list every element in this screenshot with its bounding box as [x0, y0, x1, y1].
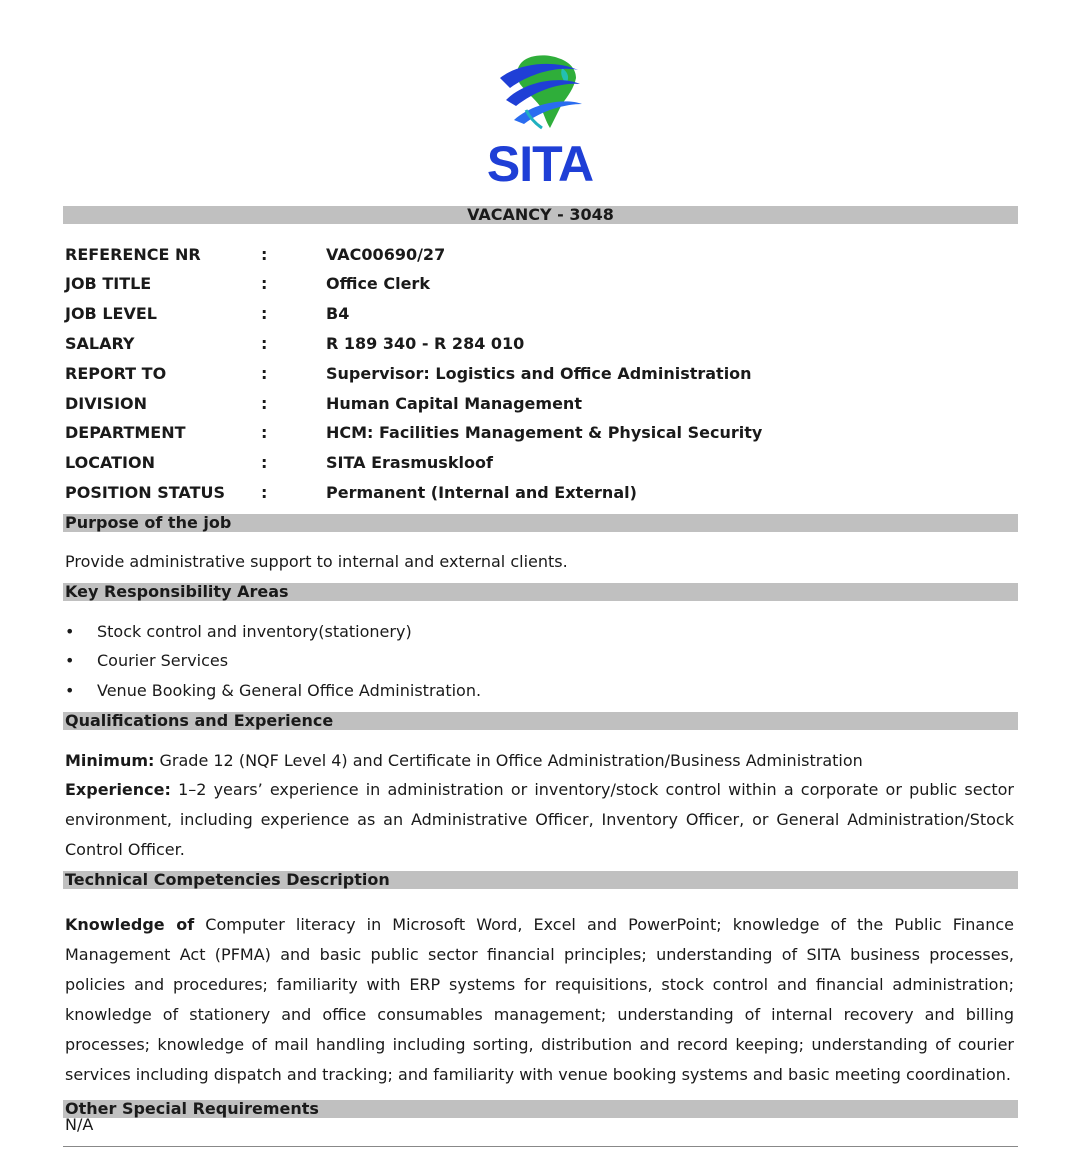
list-item-text: Courier Services	[97, 651, 229, 670]
detail-value: Permanent (Internal and External)	[326, 483, 637, 502]
minimum-paragraph	[65, 746, 1014, 776]
list-item-text: Stock control and inventory(stationery)	[97, 622, 412, 641]
detail-colon: :	[261, 453, 268, 472]
detail-colon: :	[261, 304, 268, 323]
detail-value: HCM: Facilities Management & Physical Security	[326, 423, 763, 442]
minimum-label: Minimum:	[65, 751, 155, 770]
special-requirements-heading: Other Special Requirements	[63, 1100, 1018, 1118]
detail-colon: :	[261, 334, 268, 353]
detail-colon: :	[261, 364, 268, 383]
bullet-icon: •	[65, 681, 75, 700]
experience-text: 1–2 years’ experience in administration or inventory/stock control within a corporate or public sector environment, including experience as an Administrative Officer, Inventory Officer, or General Administration/Stock Control Officer.	[65, 780, 1014, 859]
detail-value: VAC00690/27	[326, 245, 446, 264]
detail-value: Supervisor: Logistics and Office Administration	[326, 364, 752, 383]
technical-heading: Technical Competencies Description	[63, 871, 1018, 889]
detail-label: SALARY	[65, 334, 135, 353]
detail-value: R 189 340 - R 284 010	[326, 334, 525, 353]
experience-paragraph	[65, 775, 1014, 865]
detail-value: Office Clerk	[326, 274, 430, 293]
minimum-text: Grade 12 (NQF Level 4) and Certificate in Office Administration/Business Administration	[154, 751, 863, 770]
detail-label: DEPARTMENT	[65, 423, 186, 442]
detail-label: JOB LEVEL	[65, 304, 157, 323]
detail-colon: :	[261, 274, 268, 293]
bullet-icon: •	[65, 651, 75, 670]
sita-logo	[470, 48, 610, 193]
detail-value: Human Capital Management	[326, 394, 582, 413]
purpose-text: Provide administrative support to internal and external clients.	[65, 552, 568, 571]
knowledge-text: Computer literacy in Microsoft Word, Excel and PowerPoint; knowledge of the Public Finance Management Act (PFMA) and basic public sector financial principles; understanding of SITA business processes, policies and procedures; familiarity with ERP systems for requisitions, stock control and financial administration; knowledge of stationery and office consumables management; understanding of internal recovery and billing processes; knowledge of mail handling including sorting, distribution and record keeping; understanding of courier services including dispatch and tracking; and familiarity with venue booking systems and basic meeting coordination.	[65, 915, 1014, 1084]
responsibilities-heading: Key Responsibility Areas	[63, 583, 1018, 601]
qualifications-heading: Qualifications and Experience	[63, 712, 1018, 730]
purpose-heading: Purpose of the job	[63, 514, 1018, 532]
experience-label: Experience:	[65, 780, 171, 799]
detail-colon: :	[261, 483, 268, 502]
sita-africa-logo-icon	[470, 48, 610, 138]
special-requirements-text: N/A	[65, 1115, 94, 1134]
detail-colon: :	[261, 423, 268, 442]
detail-label: JOB TITLE	[65, 274, 152, 293]
detail-value: SITA Erasmuskloof	[326, 453, 493, 472]
bullet-icon: •	[65, 622, 75, 641]
detail-label: DIVISION	[65, 394, 148, 413]
detail-label: REPORT TO	[65, 364, 167, 383]
detail-label: REFERENCE NR	[65, 245, 201, 264]
knowledge-label: Knowledge of	[65, 915, 195, 934]
detail-value: B4	[326, 304, 350, 323]
detail-label: LOCATION	[65, 453, 155, 472]
detail-label: POSITION STATUS	[65, 483, 225, 502]
sita-logo-text: SITA	[486, 136, 594, 192]
bottom-divider	[63, 1146, 1018, 1147]
detail-colon: :	[261, 394, 268, 413]
vacancy-title-bar: VACANCY - 3048	[63, 206, 1018, 224]
list-item-text: Venue Booking & General Office Administration.	[97, 681, 482, 700]
knowledge-paragraph	[65, 910, 1014, 1090]
detail-colon: :	[261, 245, 268, 264]
